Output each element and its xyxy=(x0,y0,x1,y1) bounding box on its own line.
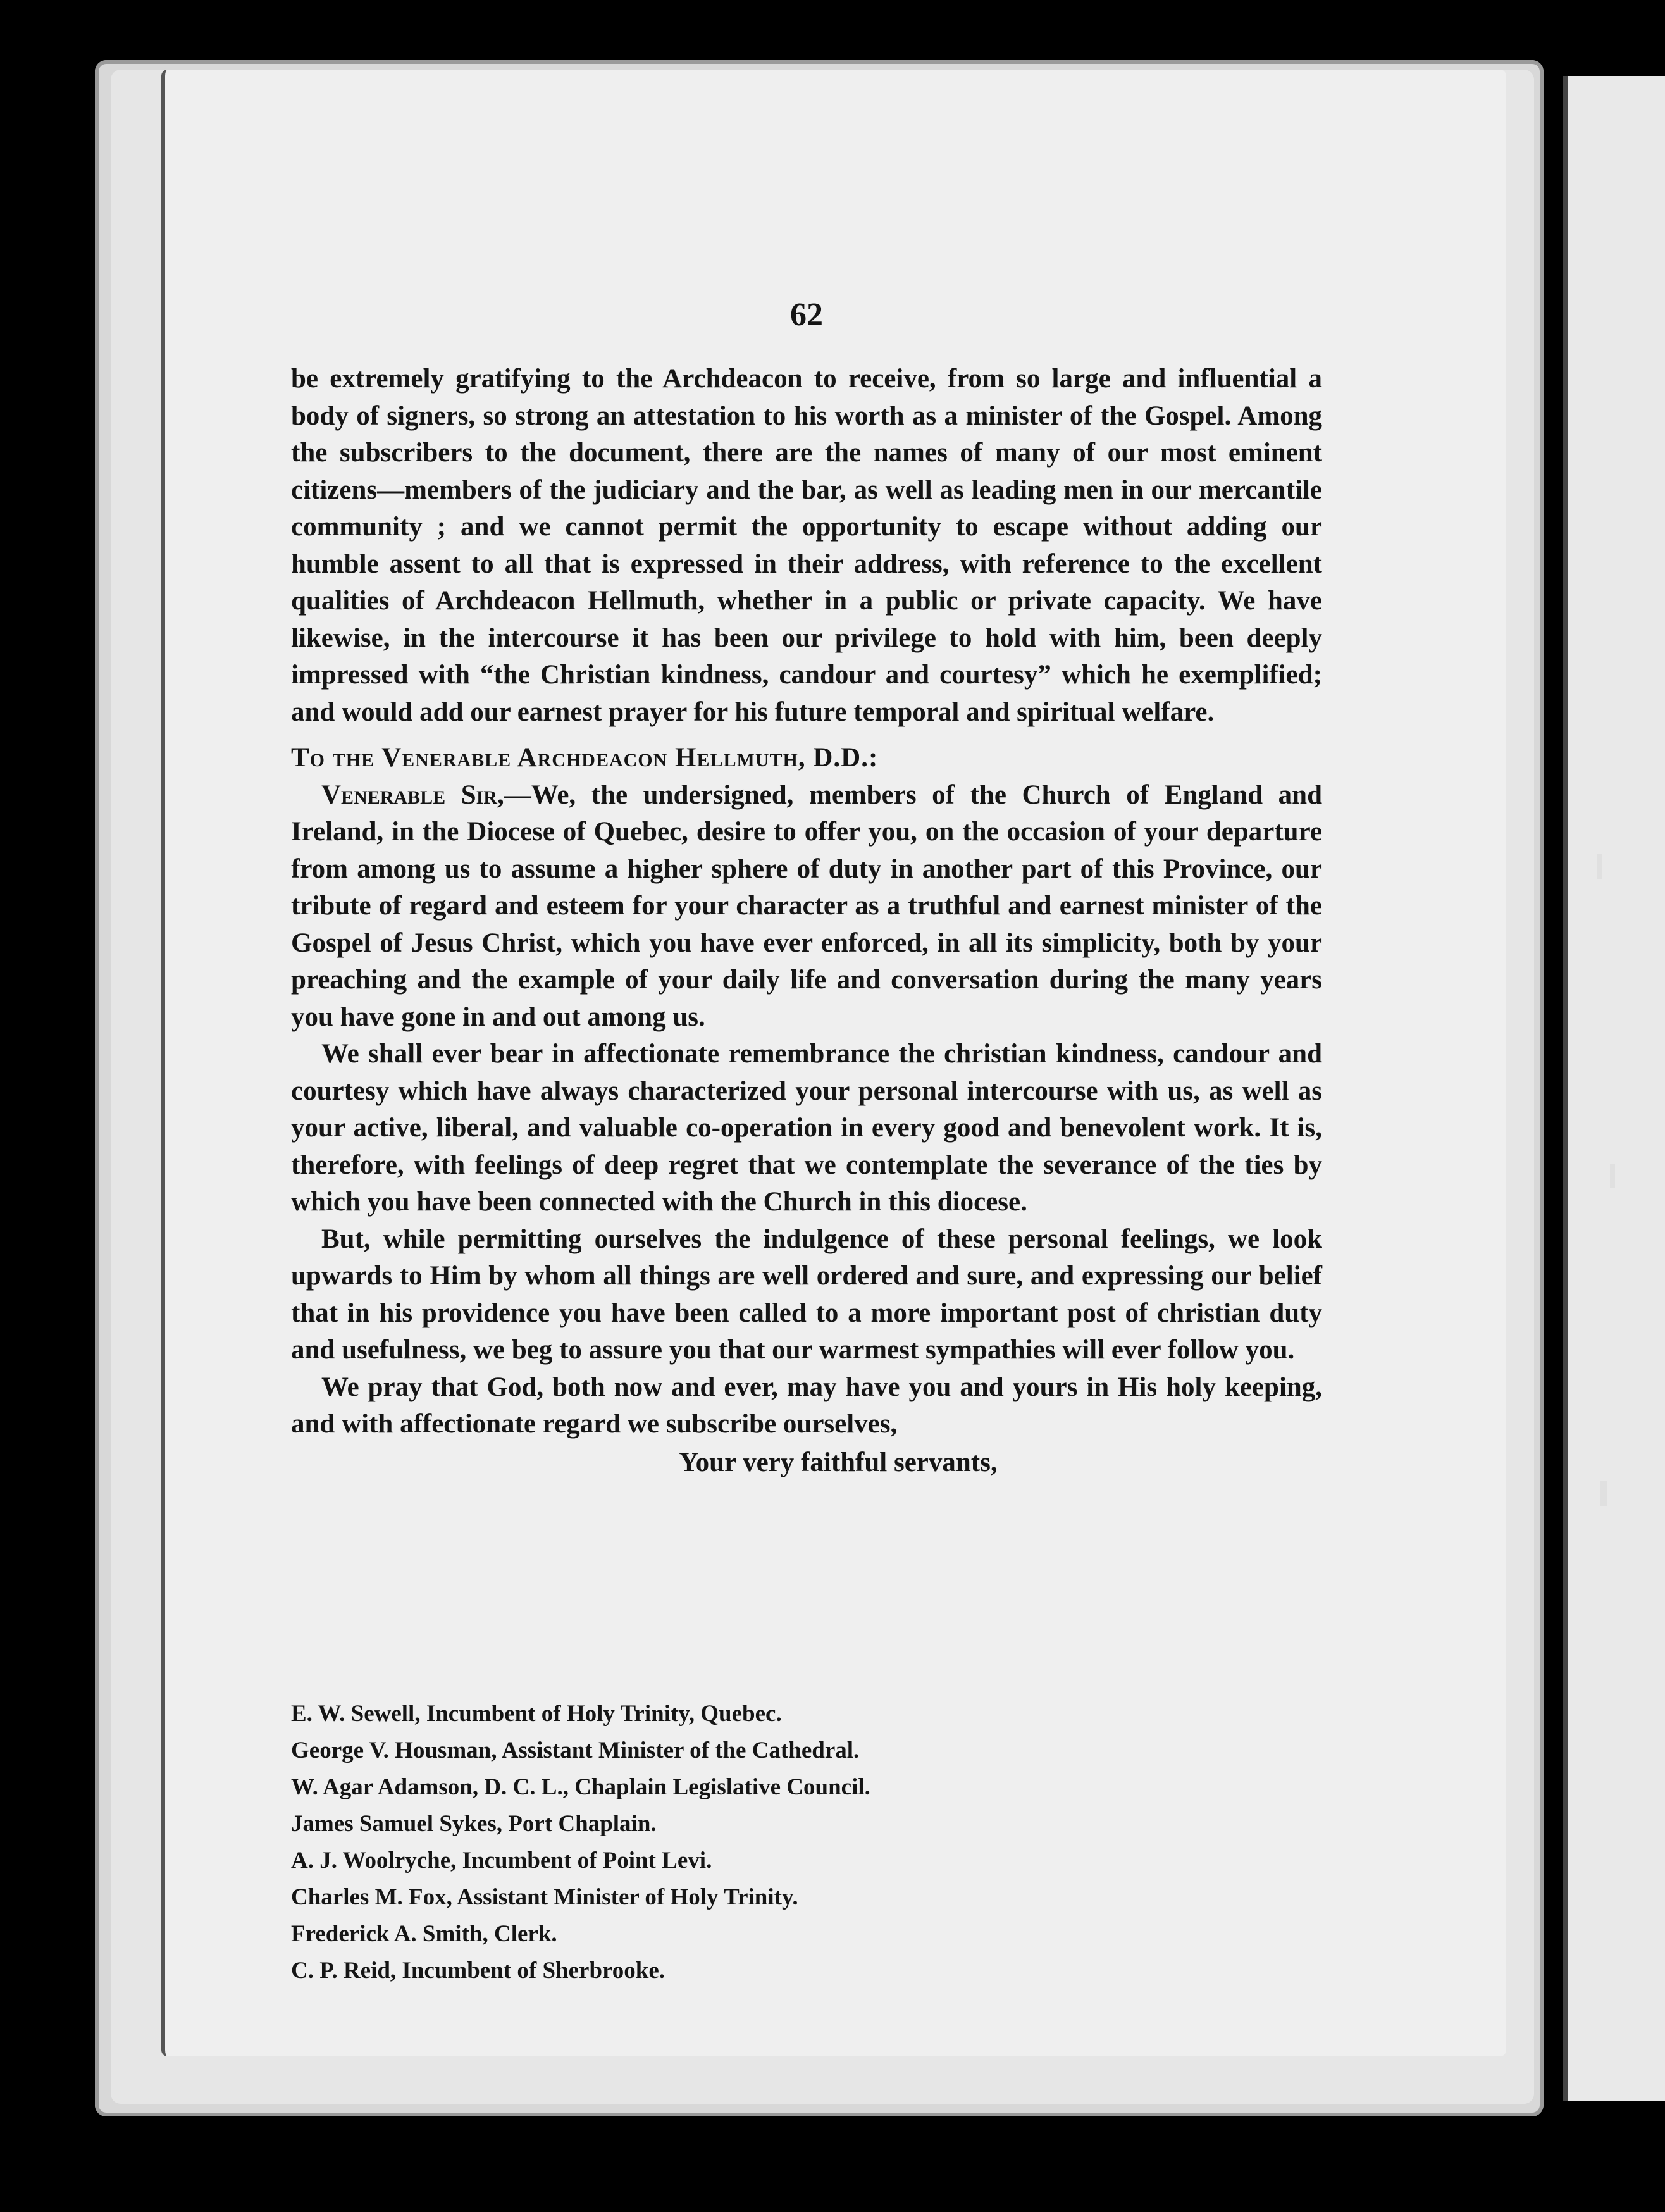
address-heading: To the Venerable Archdeacon Hellmuth, D.D.: xyxy=(291,743,879,773)
signatory: C. P. Reid, Incumbent of Sherbrooke. xyxy=(291,1958,665,1984)
salutation-text: —We, the undersigned, members of the Church of England and Ireland, in the Diocese of Quebec, desire to offer you, on the occasion of your departure from among us to assume a higher sphere of duty in another part of this Province, our tribute of regard and esteem for your character as a truthful and earnest minister of the Gospel of Jesus Christ, which you have ever enforced, in all its simplicity, both by your preaching and the example of your daily life and conversation during the many years you have gone in and out among us. xyxy=(291,780,1322,1032)
scan-speck xyxy=(1610,1164,1615,1188)
scan-speck xyxy=(1597,854,1602,879)
closing-line: Your very faithful servants, xyxy=(679,1447,998,1477)
signatory: Frederick A. Smith, Clerk. xyxy=(291,1921,557,1947)
page-number: 62 xyxy=(790,297,823,333)
body-text xyxy=(291,361,1322,1481)
signatory: E. W. Sewell, Incumbent of Holy Trinity, Quebec. xyxy=(291,1701,782,1727)
salutation-lead: Venerable Sir, xyxy=(321,780,504,810)
facing-page-edge xyxy=(1563,76,1665,2101)
paragraph-remembrance: We shall ever bear in affectionate remembrance the christian kindness, candour and courtesy which have always characterized your personal intercourse with us, as well as your active, liberal, and valuable co-operation in every good and benevolent work. It is, therefore, with feelings of deep regret that we contemplate the severance of the ties by which you have been connected with the Church in this diocese. xyxy=(291,1039,1322,1217)
paragraph-prayer: We pray that God, both now and ever, may have you and yours in His holy keeping, and with affectionate regard we subscribe ourselves, xyxy=(291,1372,1322,1439)
scan-speck xyxy=(1600,1481,1607,1506)
signatory: A. J. Woolryche, Incumbent of Point Levi. xyxy=(291,1848,712,1873)
paragraph-salutation xyxy=(291,777,1322,1036)
signatory: W. Agar Adamson, D. C. L., Chaplain Legislative Council. xyxy=(291,1774,870,1800)
signatory: James Samuel Sykes, Port Chaplain. xyxy=(291,1811,657,1837)
paragraph-sympathies: But, while permitting ourselves the indulgence of these personal feelings, we look upwards to Him by whom all things are well ordered and sure, and expressing our belief that in his providence you have been called to a more important post of christian duty and usefulness, we beg to assure you that our warmest sympathies will ever follow you. xyxy=(291,1224,1322,1365)
signatory: Charles M. Fox, Assistant Minister of Holy Trinity. xyxy=(291,1884,798,1910)
paragraph-continuation: be extremely gratifying to the Archdeacon to receive, from so large and influential a body of signers, so strong an attestation to his worth as a minister of the Gospel. Among the subscribers to the document, there are the names of many of our most eminent citizens—members of the judiciary and the bar, as well as leading men in our mercantile community ; and we cannot permit the opportunity to escape without adding our humble assent to all that is expressed in their address, with reference to the excellent qualities of Archdeacon Hellmuth, whether in a public or private capacity. We have likewise, in the intercourse it has been our privilege to hold with him, been deeply impressed with “the Christian kindness, candour and courtesy” which he exemplified; and would add our earnest prayer for his future temporal and spiritual welfare. xyxy=(291,364,1322,727)
signatory: George V. Housman, Assistant Minister of the Cathedral. xyxy=(291,1737,860,1763)
signatory-list xyxy=(291,1696,1322,1989)
